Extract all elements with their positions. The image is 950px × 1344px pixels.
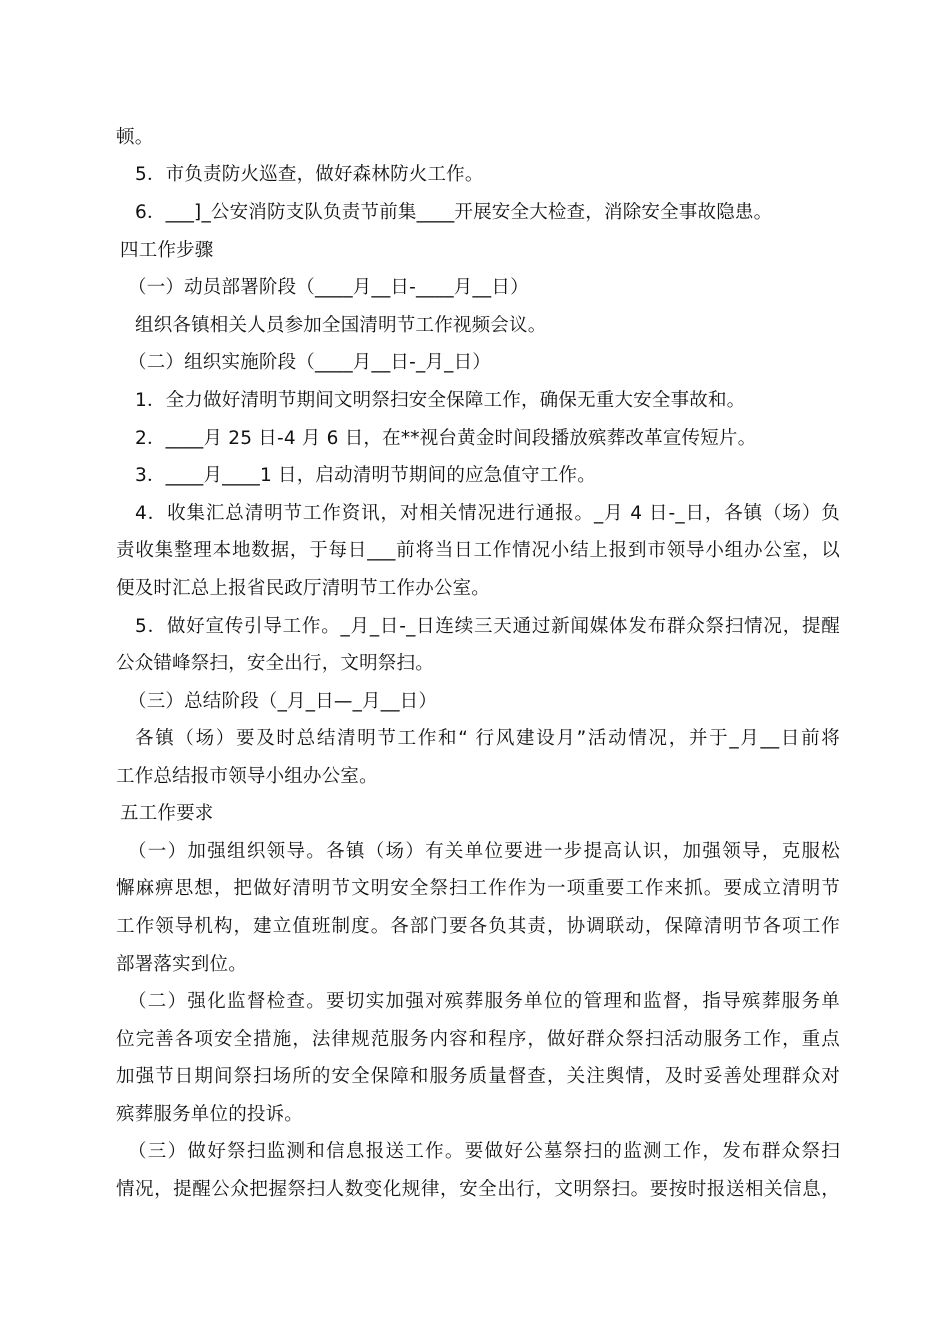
section-heading: 四工作步骤 (120, 240, 214, 261)
text-line: 位完善各项安全措施，法律规范服务内容和程序，做好群众祭扫活动服务工作，重点 (116, 1029, 840, 1050)
text-line: 4．收集汇总清明节工作资讯，对相关情况进行通报。_月 4 日-_日，各镇（场）负 (135, 503, 840, 524)
text-line: 殡葬服务单位的投诉。 (116, 1104, 304, 1125)
text-line: 责收集整理本地数据，于每日___前将当日工作情况小结上报到市领导小组办公室，以 (116, 540, 840, 561)
text-line: 5．市负责防火巡查，做好森林防火工作。 (135, 164, 484, 185)
section-heading: 五工作要求 (120, 803, 214, 824)
subsection-heading: （一）动员部署阶段（____月__日-____月__日） (128, 277, 529, 298)
text-line: （三）做好祭扫监测和信息报送工作。要做好公墓祭扫的监测工作，发布群众祭扫 (128, 1141, 840, 1162)
subsection-heading: （二）组织实施阶段（____月__日-_月_日） (128, 352, 491, 373)
text-line: 6．___]_公安消防支队负责节前集____开展安全大检查，消除安全事故隐患。 (135, 202, 773, 223)
subsection-heading: （三）总结阶段（_月_日—_月__日） (128, 691, 438, 712)
text-line: 1．全力做好清明节期间文明祭扫安全保障工作，确保无重大安全事故和。 (135, 390, 746, 411)
text-line: 部署落实到位。 (116, 954, 247, 975)
text-line: 2．____月 25 日-4 月 6 日，在**视台黄金时间段播放殡葬改革宣传短片。 (135, 428, 757, 449)
text-line: 懈麻痹思想，把做好清明节文明安全祭扫工作作为一项重要工作来抓。要成立清明节 (116, 878, 840, 899)
text-line: 5．做好宣传引导工作。_月_日-_日连续三天通过新闻媒体发布群众祭扫情况，提醒 (135, 616, 840, 637)
text-line: （二）强化监督检查。要切实加强对殡葬服务单位的管理和监督，指导殡葬服务单 (128, 991, 840, 1012)
text-line: 各镇（场）要及时总结清明节工作和“ 行风建设月”活动情况，并于_月__日前将 (135, 728, 840, 749)
text-line: 工作领导机构，建立值班制度。各部门要各负其责，协调联动，保障清明节各项工作 (116, 916, 840, 937)
text-line: 加强节日期间祭扫场所的安全保障和服务质量督查，关注舆情，及时妥善处理群众对 (116, 1066, 840, 1087)
text-line: 3．____月____1 日，启动清明节期间的应急值守工作。 (135, 465, 596, 486)
text-line: 组织各镇相关人员参加全国清明节工作视频会议。 (135, 315, 547, 336)
text-line: （一）加强组织领导。各镇（场）有关单位要进一步提高认识，加强领导，克服松 (128, 841, 840, 862)
text-line: 情况，提醒公众把握祭扫人数变化规律，安全出行，文明祭扫。要按时报送相关信息， (116, 1179, 840, 1200)
text-line: 便及时汇总上报省民政厅清明节工作办公室。 (116, 578, 491, 599)
text-line: 公众错峰祭扫，安全出行，文明祭扫。 (116, 653, 434, 674)
text-line: 工作总结报市领导小组办公室。 (116, 766, 378, 787)
text-line: 顿。 (116, 127, 154, 148)
